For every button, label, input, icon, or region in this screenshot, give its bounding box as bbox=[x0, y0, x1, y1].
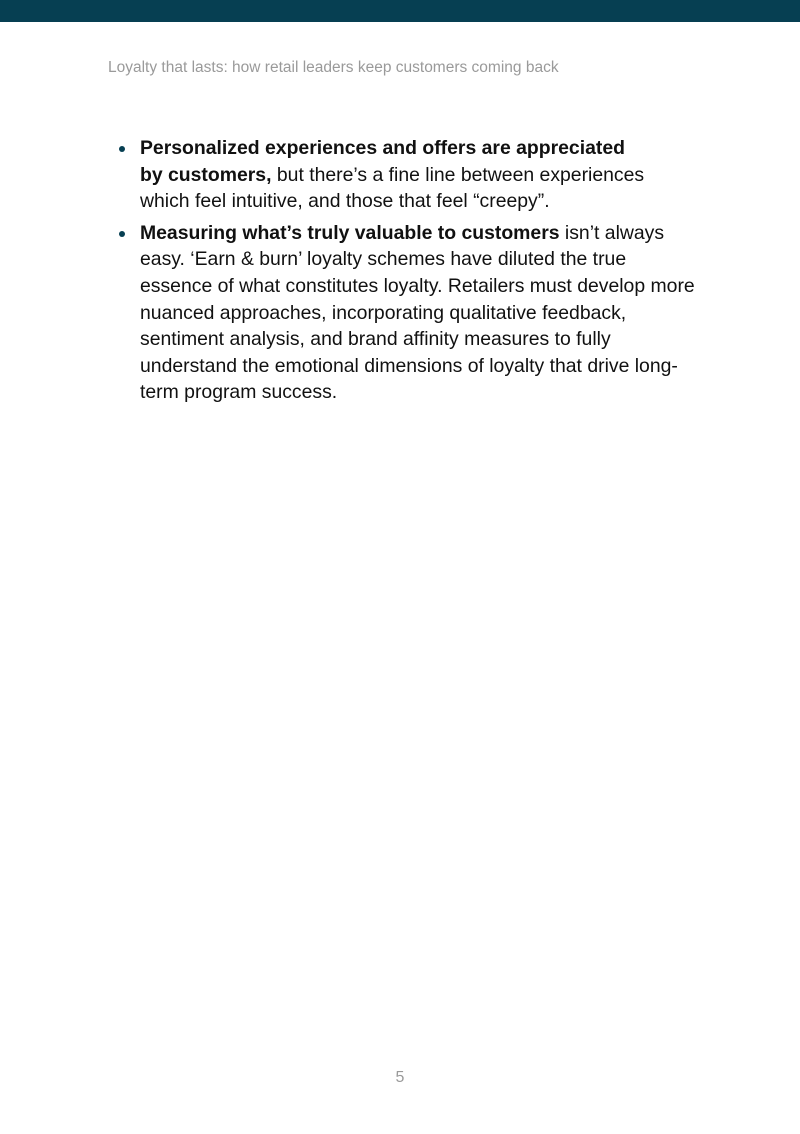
running-header: Loyalty that lasts: how retail leaders keep customers coming back bbox=[108, 59, 559, 76]
bullet-1-text-line-2: but there’s a fine line between experiences bbox=[271, 163, 645, 186]
bullet-list bbox=[140, 135, 700, 411]
bullet-item-personalization bbox=[140, 135, 700, 215]
bullet-dot-icon bbox=[119, 146, 125, 152]
top-accent-bar bbox=[0, 0, 800, 22]
bullet-2-bold-text: Measuring what’s truly valuable to customers bbox=[140, 221, 560, 244]
page-number: 5 bbox=[395, 1069, 405, 1086]
bullet-2-body-text: isn’t always easy. ‘Earn & burn’ loyalty schemes have diluted the true essence of what constitutes loyalty. Retailers must develop more nuanced approaches, incorporating qualitative feedback, sentiment analysis, and brand affinity measures to fully understand the emotional dimensions of loyalty that drive long-term program success. bbox=[140, 221, 695, 404]
bullet-item-measuring-value bbox=[140, 220, 700, 406]
bullet-1-bold-line-1: Personalized experiences and offers are appreciated bbox=[140, 137, 625, 159]
bullet-dot-icon bbox=[119, 231, 125, 237]
bullet-1-bold-line-2: by customers, bbox=[140, 163, 272, 186]
bullet-1-text-line-3: which feel intuitive, and those that feel “creepy”. bbox=[140, 190, 550, 213]
